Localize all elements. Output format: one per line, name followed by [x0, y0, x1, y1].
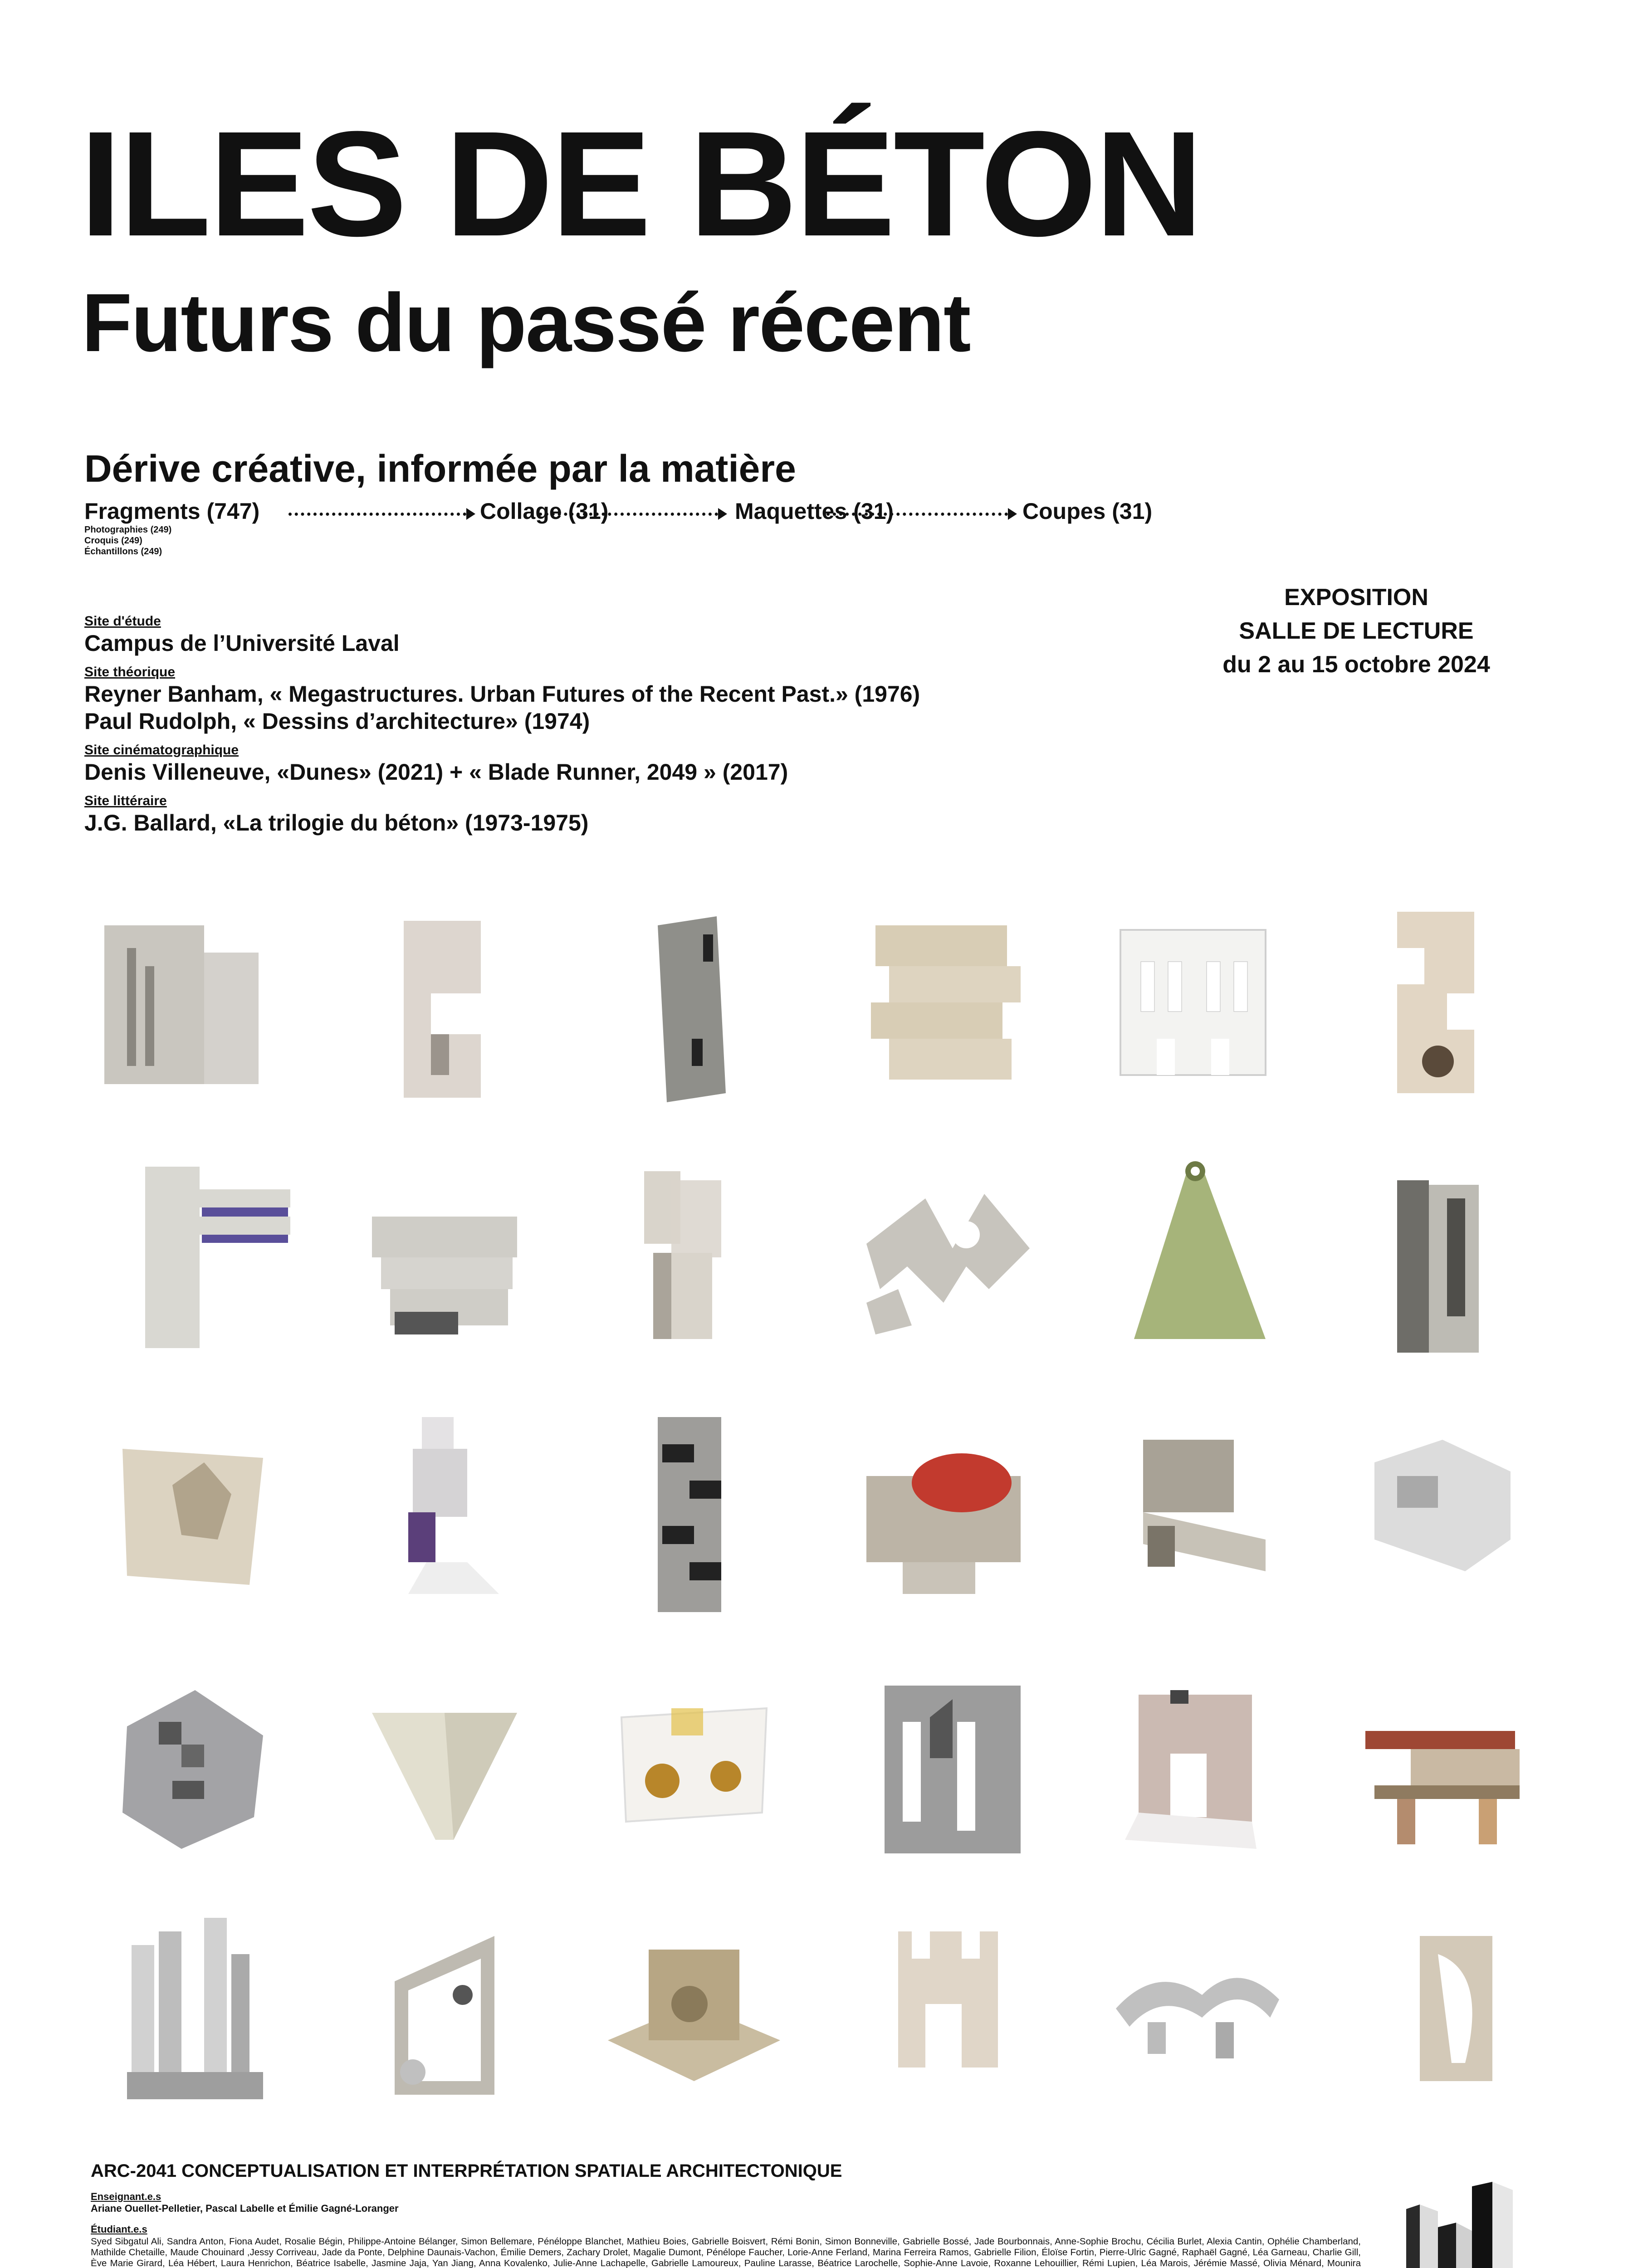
poster-subtitle: Futurs du passé récent: [82, 276, 970, 369]
breakdown-photos: Photographies (249): [84, 525, 172, 535]
model-white-ramp: [1315, 1390, 1565, 1640]
site-text-cinema: Denis Villeneuve, «Dunes» (2021) + « Blade Runner, 2049 » (2017): [84, 759, 788, 785]
exhibition-info: [1161, 581, 1551, 681]
arrow-head-icon: [718, 508, 727, 520]
exhibition-dates: du 2 au 15 octobre 2024: [1222, 651, 1490, 678]
site-text-theorique-2: Paul Rudolph, « Dessins d’architecture» (1974): [84, 709, 590, 734]
arrow-head-icon: [466, 508, 475, 520]
model-saddle-block: [68, 1390, 318, 1640]
arrow-line: [539, 513, 718, 516]
arrow-head-icon: [1008, 508, 1017, 520]
concrete-logo-image: [1388, 2177, 1520, 2268]
model-grey-stack: [567, 1390, 816, 1640]
model-cube-on-slab: [1066, 1390, 1315, 1640]
model-grid: [68, 889, 1565, 2141]
model-carved-column: [1315, 889, 1565, 1139]
model-white-frame: [1066, 889, 1315, 1139]
course-title: ARC-2041 CONCEPTUALISATION ET INTERPRÉTATION SPATIALE ARCHITECTONIQUE: [91, 2161, 842, 2181]
method-flow: [84, 498, 1153, 525]
model-crenellated: [816, 1891, 1066, 2141]
arrow-line: [826, 513, 1008, 516]
model-ribbed-wall: [1315, 1139, 1565, 1390]
site-label-litteraire: Site littéraire: [84, 793, 167, 808]
poster-title: ILES DE BÉTON: [80, 100, 1202, 267]
model-green-pendant: [1066, 1139, 1315, 1390]
model-stair-wedge: [318, 1640, 567, 1891]
model-stepped-slab: [68, 889, 318, 1139]
model-jigsaw-plates: [816, 1139, 1066, 1390]
breakdown-croquis: Croquis (249): [84, 536, 142, 546]
model-dark-tower: [567, 889, 816, 1139]
model-ornate-block: [567, 1891, 816, 2141]
step-maquettes: Maquettes (31): [735, 499, 894, 524]
step-fragments: Fragments (747): [84, 499, 260, 524]
students-names: Syed Sibgatul Ali, Sandra Anton, Fiona Audet, Rosalie Bégin, Philippe-Antoine Bélanger, Simon Bellemare, Pénéloppe Blanchet, Mathieu Boies, Gabrielle Boisvert, Rémi Bonin, Simon Bonneville, Gabrielle Bossé, Jade Bourbonnais, Anne-Sophie Brochu, Cécilia Burlet, Alexia Cantin, Ophélie Chamberland, Mathilde Chetaille, Maude Chouinard ,Jessy Corriveau, Jade da Ponte, Delphine Daunais-Vachon, Émilie Demers, Zachary Drolet, Magalie Dumont, Pénélope Faucher, Lorie-Anne Ferland, Marina Ferreira Ramos, Gabrielle Filion, Éloïse Fortin, Pierre-Ulric Gagné, Raphaël Gagné, Léa Garneau, Charlie Gill, Ève Marie Girard, Léa Hébert, Laura Henrichon, Béatrice Isabelle, Jasmine Jaja, Yan Jiang, Anna Kovalenko, Julie-Anne Lachapelle, Gabrielle Lamoureux, Pauline Larasse, Béatrice Larochelle, Sophie-Anne Lavoie, Roxanne Lehouillier, Rémi Lupien, Léa Marois, Jérémie Massé, Olivia Ménard, Mounira: [91, 2236, 1361, 2268]
arrow-line: [288, 513, 466, 516]
model-stacked-blocks: [816, 889, 1066, 1139]
site-text-litteraire: J.G. Ballard, «La trilogie du béton» (1973-1975): [84, 810, 589, 836]
model-white-towers: [68, 1891, 318, 2141]
model-layered-slabs: [318, 1139, 567, 1390]
model-interlocked-tower: [567, 1139, 816, 1390]
model-tower-notched: [318, 889, 567, 1139]
model-house-frame: [318, 1891, 567, 2141]
site-label-cinema: Site cinématographique: [84, 743, 239, 758]
model-white-box-yellow: [567, 1640, 816, 1891]
exhibition-venue: SALLE DE LECTURE: [1239, 618, 1474, 644]
model-grey-frame: [816, 1640, 1066, 1891]
model-broken-ring: [1066, 1891, 1315, 2141]
teachers-label: Enseignant.e.s: [91, 2191, 161, 2202]
model-arch-block: [1066, 1640, 1315, 1891]
breakdown-echantillons: Échantillons (249): [84, 547, 162, 557]
model-purple-totem: [318, 1390, 567, 1640]
teachers-names: Ariane Ouellet-Pelletier, Pascal Labelle et Émilie Gagné-Loranger: [91, 2203, 399, 2214]
site-text-theorique-1: Reyner Banham, « Megastructures. Urban Futures of the Recent Past.» (1976): [84, 681, 920, 707]
model-grey-cube-carved: [68, 1640, 318, 1891]
fragment-breakdown: [84, 524, 171, 557]
model-red-basin: [816, 1390, 1066, 1640]
model-d-block: [1315, 1891, 1565, 2141]
site-label-etude: Site d'étude: [84, 614, 161, 629]
sites-list: [84, 606, 1128, 836]
site-text-etude: Campus de l’Université Laval: [84, 631, 400, 656]
exhibition-title: EXPOSITION: [1284, 584, 1428, 611]
students-label: Étudiant.e.s: [91, 2224, 147, 2235]
method-heading: Dérive créative, informée par la matière: [84, 447, 796, 490]
site-label-theorique: Site théorique: [84, 665, 176, 679]
model-red-pavilion: [1315, 1640, 1565, 1891]
step-coupes: Coupes (31): [1022, 499, 1153, 524]
model-cantilever-purple: [68, 1139, 318, 1390]
step-collage: Collage (31): [480, 499, 609, 524]
